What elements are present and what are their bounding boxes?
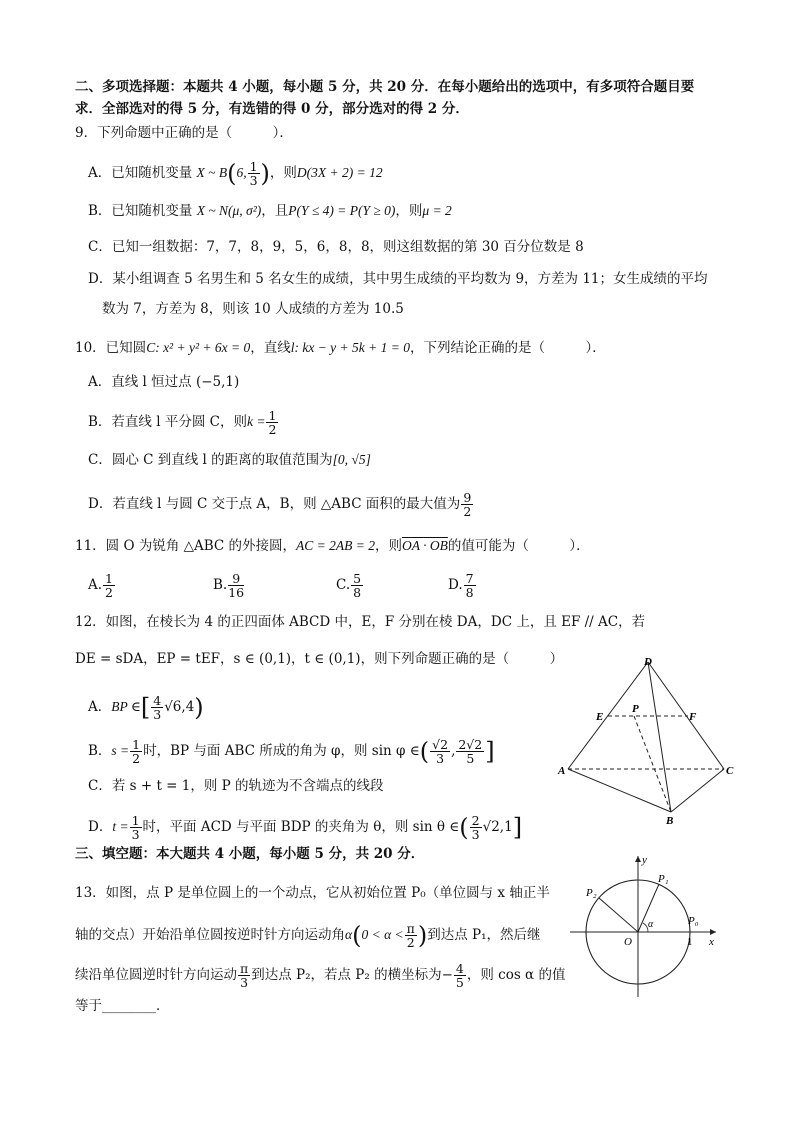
q11-stem [75,537,590,555]
section2-heading: 二、多项选择题：本题共 4 小题，每小题 5 分，共 20 分．在每小题给出的选项中，有多项符合题目要 [75,79,695,95]
edge-AB [568,769,671,812]
q9-b-dist: X ~ N(μ, σ²) [196,203,262,218]
q9-b-prefix: B．已知随机变量 [88,203,193,219]
segment-BP [634,716,671,812]
label-y: y [642,854,647,866]
q11-c-den: 8 [353,585,362,600]
label-E: E [596,711,604,723]
q13-line2-b: 到达点 P₁，然后继 [427,927,541,943]
q11-c-label: C. [336,577,351,593]
q13-line2: 轴的交点）开始沿单位圆按逆时针方向运动角α(0 < α < $\frac{\pi}{2}$ )到达点 P₁，然后继 [75,921,541,950]
label-P0: P₀ [688,915,699,927]
q12-b-text: 时，BP 与面 ABC 所成的角为 φ，则 sin φ ∈ [143,743,420,759]
q9-option-a: A．已知随机变量 X ~ B(6, $\frac{1}{3}$ )，则D(3X + 2) = 12 [88,159,383,188]
q9-option-c: C．已知一组数据：7，7，8，9，5，6，8，8，则这组数据的第 30 百分位数是 8 [88,239,584,255]
q12-b-prefix: B． [88,743,112,759]
q9-stem: 9．下列命题中正确的是（ ）． [75,125,293,141]
q10-c-range: [0, √5] [332,452,371,467]
q9-a-mid: ，则 [269,165,297,181]
label-x: x [709,936,714,948]
q10-stem [75,339,606,357]
q9-b-formula: P(Y ≤ 4) = P(Y ≥ 0) [288,203,396,218]
q9-a-formula: D(3X + 2) = 12 [296,165,383,180]
q10-d-frac: $\frac{9}{2}$ [463,490,472,519]
q13-line3-a: 续沿单位圆逆时针方向运动 [75,967,237,983]
tetrahedron-figure [556,652,746,832]
q13-line1: 13．如图，点 P 是单位圆上的一个动点，它从初始位置 P₀（单位圆与 x 轴正半 [75,885,550,901]
label-F: F [689,711,697,723]
unit-circle-figure [566,852,726,1000]
x-arrow-icon [710,929,716,935]
q13-line3-b: 到达点 P₂，若点 P₂ 的横坐标为 [251,967,442,983]
q11-b-den: 16 [228,585,245,600]
label-P2: P₂ [586,887,597,899]
q9-b-result: μ = 2 [422,203,452,218]
q10-option-d [88,491,474,518]
q11-a-den: 2 [105,585,113,600]
q12-a-prefix: A． [88,699,112,715]
q9-a-dist: X ~ B [196,165,228,180]
section3-heading: 三、填空题：本大题共 4 小题，每小题 5 分，共 20 分． [75,846,425,862]
label-A: A [558,765,566,777]
q11-stem-suffix: 的值可能为（ ）． [447,538,590,554]
q11-c-num: 5 [353,571,362,586]
q10-stem-mid: ，直线 [250,340,291,356]
q12-stem-line1: 12．如图，在棱长为 4 的正四面体 ABCD 中，E，F 分别在棱 DA，DC 上，且 EF // AC，若 [75,614,646,630]
q11-d-den: 8 [465,585,474,600]
edge-DB [648,662,671,812]
edge-CB [671,769,724,812]
q9-a-prefix: A．已知随机变量 [88,165,193,181]
q11-b-num: 9 [228,572,244,586]
q11-a-label: A. [88,577,103,593]
q11-stem-mid: ，则 [375,538,403,554]
label-P: P [632,703,639,715]
q9-b-then: ，则 [395,203,423,219]
q12-d-t: t = [112,819,129,834]
q10-option-b [88,409,279,436]
q12-option-a: A．BP ∈[ $\frac{4}{3}$ √6,4) [88,693,204,722]
label-D: D [644,656,652,668]
q10-circle: C: x² + y² + 6x = 0 [146,340,251,355]
q10-b-k: k = [246,414,266,429]
label-O: O [624,936,632,948]
q9-option-b [88,202,452,220]
q12-d-prefix: D． [88,819,113,835]
y-arrow-icon [635,856,641,862]
q10-option-a: A．直线 l 恒过点 (−5,1) [88,374,240,390]
q11-given: AC = 2AB = 2 [296,538,376,553]
q9-option-d-line1: D．某小组调查 5 名男生和 5 名女生的成绩，其中男生成绩的平均数为 9，方差为 11；女生成绩的平均 [88,271,708,287]
q12-a-expr: BP ∈ [111,699,141,714]
q10-option-c [88,451,371,469]
q11-b-label: B. [213,577,228,593]
q11-option-a [88,572,116,599]
q10-b-prefix: B．若直线 l 平分圆 C，则 [88,414,247,430]
q12-d-range-hi: 1 [504,819,513,835]
q12-d-text: 时，平面 ACD 与平面 BDP 的夹角为 θ，则 sin θ ∈ [142,819,460,835]
q12-stem-line2: DE = sDA，EP = tEF，s ∈ (0,1)，t ∈ (0,1)，则下列命题正确的是（ ） [75,651,564,667]
q12-option-d: D．t = $\frac{1}{3}$ 时，平面 ACD 与平面 BDP 的夹角为 θ，则 sin θ ∈( $\frac{2}{3}$ √2,1] [88,813,523,842]
q11-a-num: 1 [105,571,113,586]
q11-stem-prefix: 11．圆 O 为锐角 △ABC 的外接圆， [75,538,297,554]
label-alpha: α [648,919,654,930]
q10-c-text: C．圆心 C 到直线 l 的距离的取值范围为 [88,452,333,468]
q10-b-frac: $\frac{1}{2}$ [268,408,277,437]
label-P1: P₁ [658,873,669,885]
q9-a-frac: $\frac{1}{3}$ [249,159,258,188]
label-B: B [666,815,674,827]
q10-line: l: kx − y + 5k + 1 = 0 [290,340,410,355]
q11-option-d [448,572,477,599]
label-C: C [726,765,734,777]
q11-option-c [336,572,364,599]
q13-line4: 等于________． [75,998,170,1014]
radius-OP2 [599,898,638,932]
q11-option-b [213,572,245,599]
q10-stem-suffix: ，下列结论正确的是（ ）． [410,340,606,356]
q10-d-prefix: D．若直线 l 与圆 C 交于点 A，B，则 △ABC 面积的最大值为 [88,496,461,512]
q13-line2-a: 轴的交点）开始沿单位圆按逆时针方向运动角 [75,927,345,943]
label-one: 1 [687,936,693,948]
q11-vector: OA · OB [402,538,448,553]
q10-stem-prefix: 10．已知圆 [75,340,147,356]
q9-b-mid: ，且 [261,203,289,219]
q13-line3: 续沿单位圆逆时针方向运动 $\frac{\pi}{3}$ 到达点 P₂，若点 P₂ 的横坐标为− $\frac{4}{5}$ ，则 cos α 的值 [75,961,566,990]
q12-option-c: C．若 s + t = 1，则 P 的轨迹为不含端点的线段 [88,778,384,794]
q11-d-label: D. [448,577,463,593]
q11-d-num: 7 [465,571,474,586]
section2-heading-cont: 求．全部选对的得 5 分，有选错的得 0 分，部分选对的得 2 分． [75,101,469,117]
q13-line3-c: ，则 cos α 的值 [466,967,566,983]
q12-option-b: B．s = $\frac{1}{2}$ 时，BP 与面 ABC 所成的角为 φ，则 sin φ ∈( $\frac{√2}{3}$ , $\frac{2√2}{5}$ ] [88,737,495,766]
q12-a-range-hi: 4 [185,699,195,715]
q9-option-d-line2: 数为 7，方差为 8，则该 10 人成绩的方差为 10.5 [102,301,404,317]
q12-b-s: s = [111,743,130,758]
